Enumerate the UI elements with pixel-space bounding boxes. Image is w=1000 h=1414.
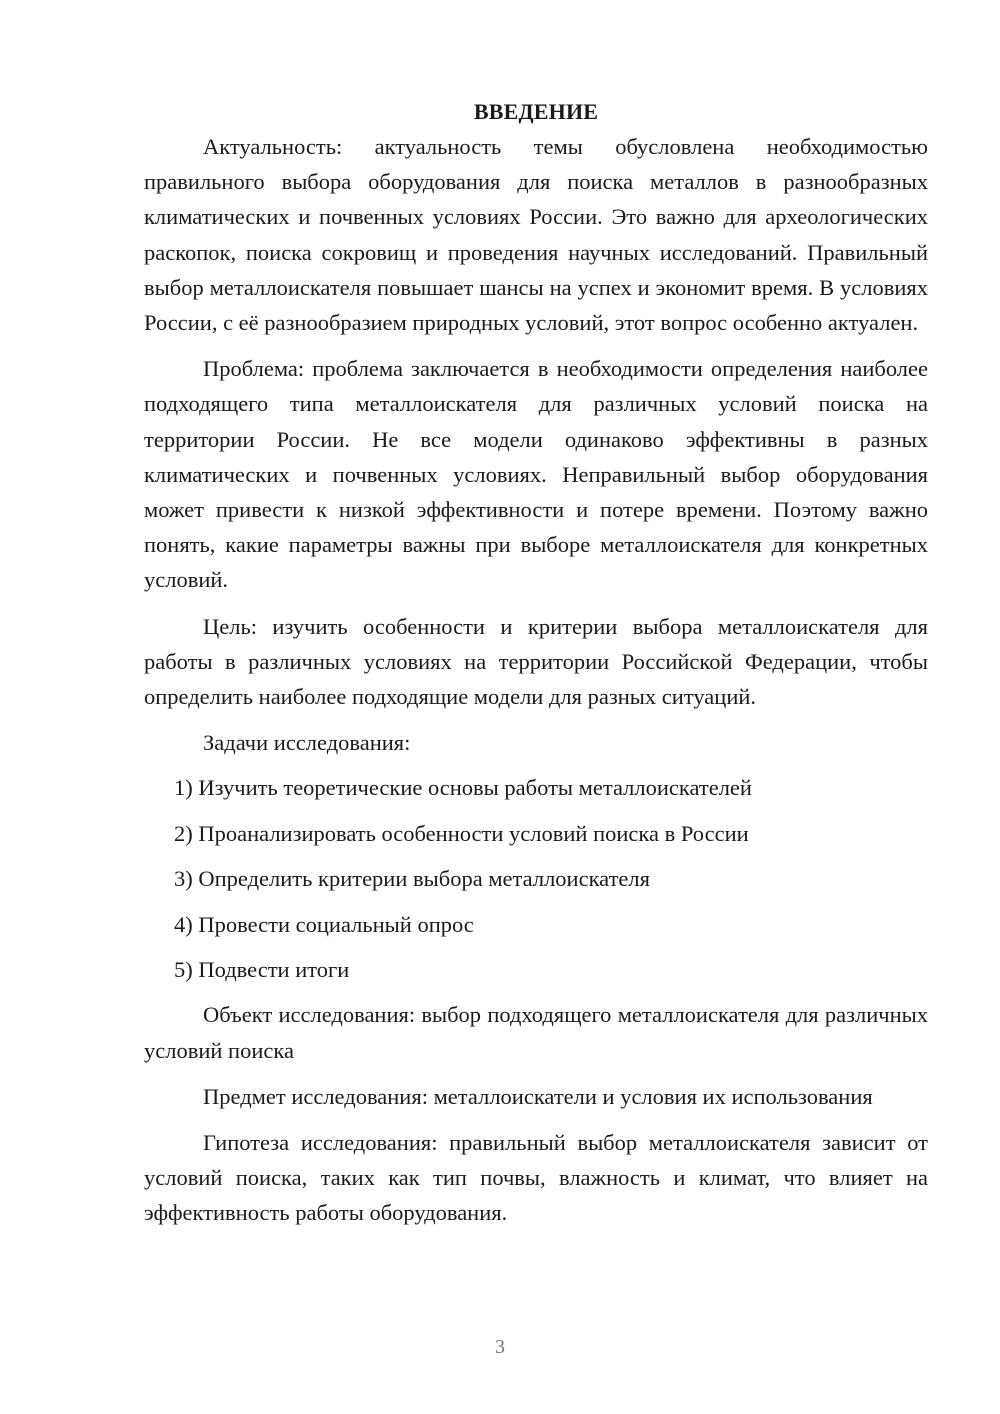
goal-paragraph: Цель: изучить особенности и критерии выбора металлоискателя для работы в различных условиях на территории Российской Федерации, чтобы определить наиболее подходящие модели для разных ситуаций. [144, 613, 928, 710]
tasks-list [144, 770, 928, 987]
object-paragraph: Объект исследования: выбор подходящего металлоискателя для различных условий поиска [144, 1002, 928, 1063]
relevance-paragraph: Актуальность: актуальность темы обусловлена необходимостью правильного выбора оборудования для поиска металлов в разнообразных климатических и почвенных условиях России. Это важно для археологических раскопок, поиска сокровищ и проведения научных исследований. Правильный выбор металлоискателя повышает шансы на успех и экономит время. В условиях России, с её разнообразием природных условий, этот вопрос особенно актуален. [144, 134, 928, 336]
task-item-3: 3) Определить критерии выбора металлоискателя [174, 866, 650, 892]
task-item-5: 5) Подвести итоги [174, 957, 350, 983]
page-number: 3 [495, 1336, 505, 1358]
document-page [144, 94, 928, 1242]
subject-paragraph: Предмет исследования: металлоискатели и условия их использования [203, 1083, 873, 1109]
tasks-heading: Задачи исследования: [203, 730, 411, 756]
hypothesis-paragraph: Гипотеза исследования: правильный выбор металлоискателя зависит от условий поиска, таких как тип почвы, влажность и климат, что влияет на эффективность работы оборудования. [144, 1130, 928, 1226]
task-item-4: 4) Провести социальный опрос [174, 911, 474, 937]
task-item-2: 2) Проанализировать особенности условий поиска в России [174, 820, 749, 846]
page-title: ВВЕДЕНИЕ [473, 99, 599, 124]
problem-paragraph: Проблема: проблема заключается в необходимости определения наиболее подходящего типа металлоискателя для различных условий поиска на территории России. Не все модели одинаково эффективны в разных климатических и почвенных условиях. Неправильный выбор оборудования может привести к низкой эффективности и потере времени. Поэтому важно понять, какие параметры важны при выборе металлоискателя для конкретных условий. [144, 356, 928, 593]
task-item-1: 1) Изучить теоретические основы работы металлоискателей [174, 775, 752, 801]
